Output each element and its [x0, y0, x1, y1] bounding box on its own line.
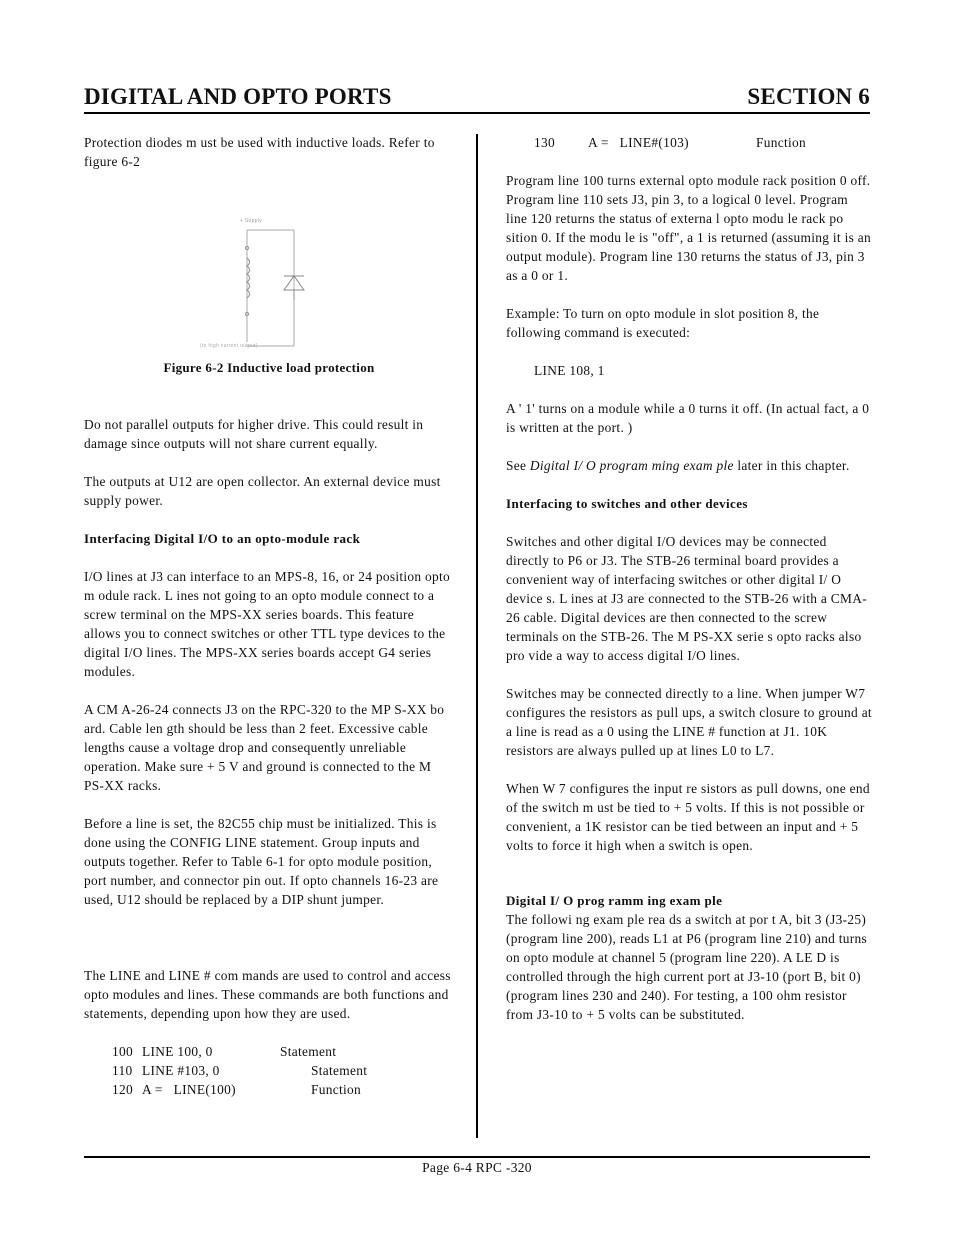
section-title: DIGITAL AND OPTO PORTS — [84, 84, 392, 109]
code-kind: Statement — [280, 1044, 337, 1059]
line-number: 120 — [112, 1082, 133, 1097]
paragraph — [506, 456, 872, 475]
footer-rule — [84, 1156, 870, 1158]
example-command: LINE 108, 1 — [534, 363, 605, 378]
header-rule — [84, 112, 870, 114]
line-number: 130 — [534, 135, 555, 150]
code-command: LINE 100, 0 — [142, 1044, 213, 1059]
figure-label-supply: + Supply — [240, 218, 262, 224]
inductive-load-figure — [84, 190, 454, 350]
paragraph: I/O lines at J3 can interface to an MPS-8, 16, or 24 position opto m odule rack. L ines not going to an opto module connect to a screw terminal on the MPS-XX series boards. This feature allows you to connect switches or other TTL type devices to the digital I/O lines. The MPS-XX series boards accept G4 series modules. — [84, 569, 451, 679]
paragraph: Protection diodes m ust be used with inductive loads. Refer to figure 6-2 — [84, 135, 435, 169]
code-command: A = LINE#(103) — [588, 135, 689, 150]
code-line — [84, 1080, 454, 1099]
right-column — [506, 133, 872, 1043]
paragraph: Program line 100 turns external opto module rack position 0 off. Program line 110 sets J3, pin 3, to a logical 0 level. Program line 120 returns the status of externa l opto modu le rack po sition 0. If the modu le is "off", a 1 is returned (assuming it is an output module). Program line 130 returns the status of J3, pin 3 as a 0 or 1. — [506, 173, 871, 283]
code-command: A = LINE(100) — [142, 1082, 236, 1097]
paragraph: The LINE and LINE # com mands are used to control and access opto modules and lines. These commands are both functions and statements, depending upon how they are used. — [84, 968, 451, 1021]
paragraph: Switches and other digital I/O devices may be connected directly to P6 or J3. The STB-26 terminal board provides a convenient way of interfacing switches or other digital I/ O device s. L ines at J3 are connected to the STB-26 with a CMA-26 cable. Digital devices are then connected to the screw terminals on the STB-26. The M PS-XX serie s opto racks also pro vide a way to access digital I/O lines. — [506, 534, 867, 663]
subheading: Interfacing Digital I/O to an opto-module rack — [84, 531, 361, 546]
paragraph: Switches may be connected directly to a line. When jumper W7 configures the resistors as pull ups, a switch closure to ground at a line is read as a 0 using the LINE # function at J1. 10K resistors are always pulled up at lines L0 to L7. — [506, 686, 872, 758]
paragraph: Before a line is set, the 82C55 chip must be initialized. This is done using the CONFIG LINE statement. Group inputs and outputs together. Refer to Table 6-1 for opto module position, port number, and connector pin out. If opto channels 16-23 are used, U12 should be replaced by a DIP shunt jumper. — [84, 816, 439, 907]
paragraph: A ' 1' turns on a module while a 0 turns it off. (In actual fact, a 0 is written at the port. ) — [506, 401, 870, 435]
code-line — [84, 1061, 454, 1080]
line-number: 100 — [112, 1044, 133, 1059]
figure-caption: Figure 6-2 Inductive load protection — [163, 360, 375, 375]
left-column — [84, 133, 454, 1099]
subheading: Interfacing to switches and other devices — [506, 496, 748, 511]
text-span: later in this chapter. — [733, 458, 850, 473]
line-number: 110 — [112, 1063, 133, 1078]
paragraph: The outputs at U12 are open collector. An external device must supply power. — [84, 474, 441, 508]
circuit-diagram — [84, 190, 454, 350]
section-number: SECTION 6 — [747, 84, 870, 109]
code-listing — [506, 133, 872, 152]
spacer — [84, 928, 454, 947]
code-kind: Function — [311, 1082, 362, 1097]
code-line — [506, 133, 872, 152]
paragraph: When W 7 configures the input re sistors as pull downs, one end of the switch m ust be tied to + 5 volts. If this is not possible or convenient, a 1K resistor can be tied between an input and + 5 volts to force it high when a switch is open. — [506, 781, 870, 853]
figure-label-output: (to high current output) — [200, 343, 258, 349]
paragraph: Do not parallel outputs for higher drive. This could result in damage since outputs will not share current equally. — [84, 417, 424, 451]
page-footer: Page 6-4 RPC -320 — [422, 1160, 532, 1175]
programming-example — [506, 891, 872, 1024]
code-kind: Function — [756, 135, 807, 150]
code-listing — [84, 1042, 454, 1099]
code-kind: Statement — [311, 1063, 368, 1078]
paragraph: The followi ng exam ple rea ds a switch at por t A, bit 3 (J3-25) (program line 200), reads L1 at P6 (program line 210) and turns on opto module at channel 5 (program line 220). A LE D is controlled through the high current port at J3-10 (port B, bit 0) (program lines 230 and 240). For testing, a 100 ohm resistor from J3-10 to + 5 volts can be substituted. — [506, 912, 868, 1022]
section-reference: Digital I/ O program ming exam ple — [529, 458, 734, 473]
subheading: Digital I/ O prog ramm ing exam ple — [506, 893, 723, 908]
text-span: See — [506, 458, 530, 473]
column-divider — [476, 134, 478, 1138]
paragraph: A CM A-26-24 connects J3 on the RPC-320 to the MP S-XX bo ard. Cable len gth should be less than 2 feet. Excessive cable lengths cause a voltage drop and consequently unreliable operation. Make sure + 5 V and ground is connected to the M PS-XX racks. — [84, 702, 445, 793]
paragraph: Example: To turn on opto module in slot position 8, the following command is executed: — [506, 306, 820, 340]
code-command: LINE #103, 0 — [142, 1063, 220, 1078]
code-line — [84, 1042, 454, 1061]
